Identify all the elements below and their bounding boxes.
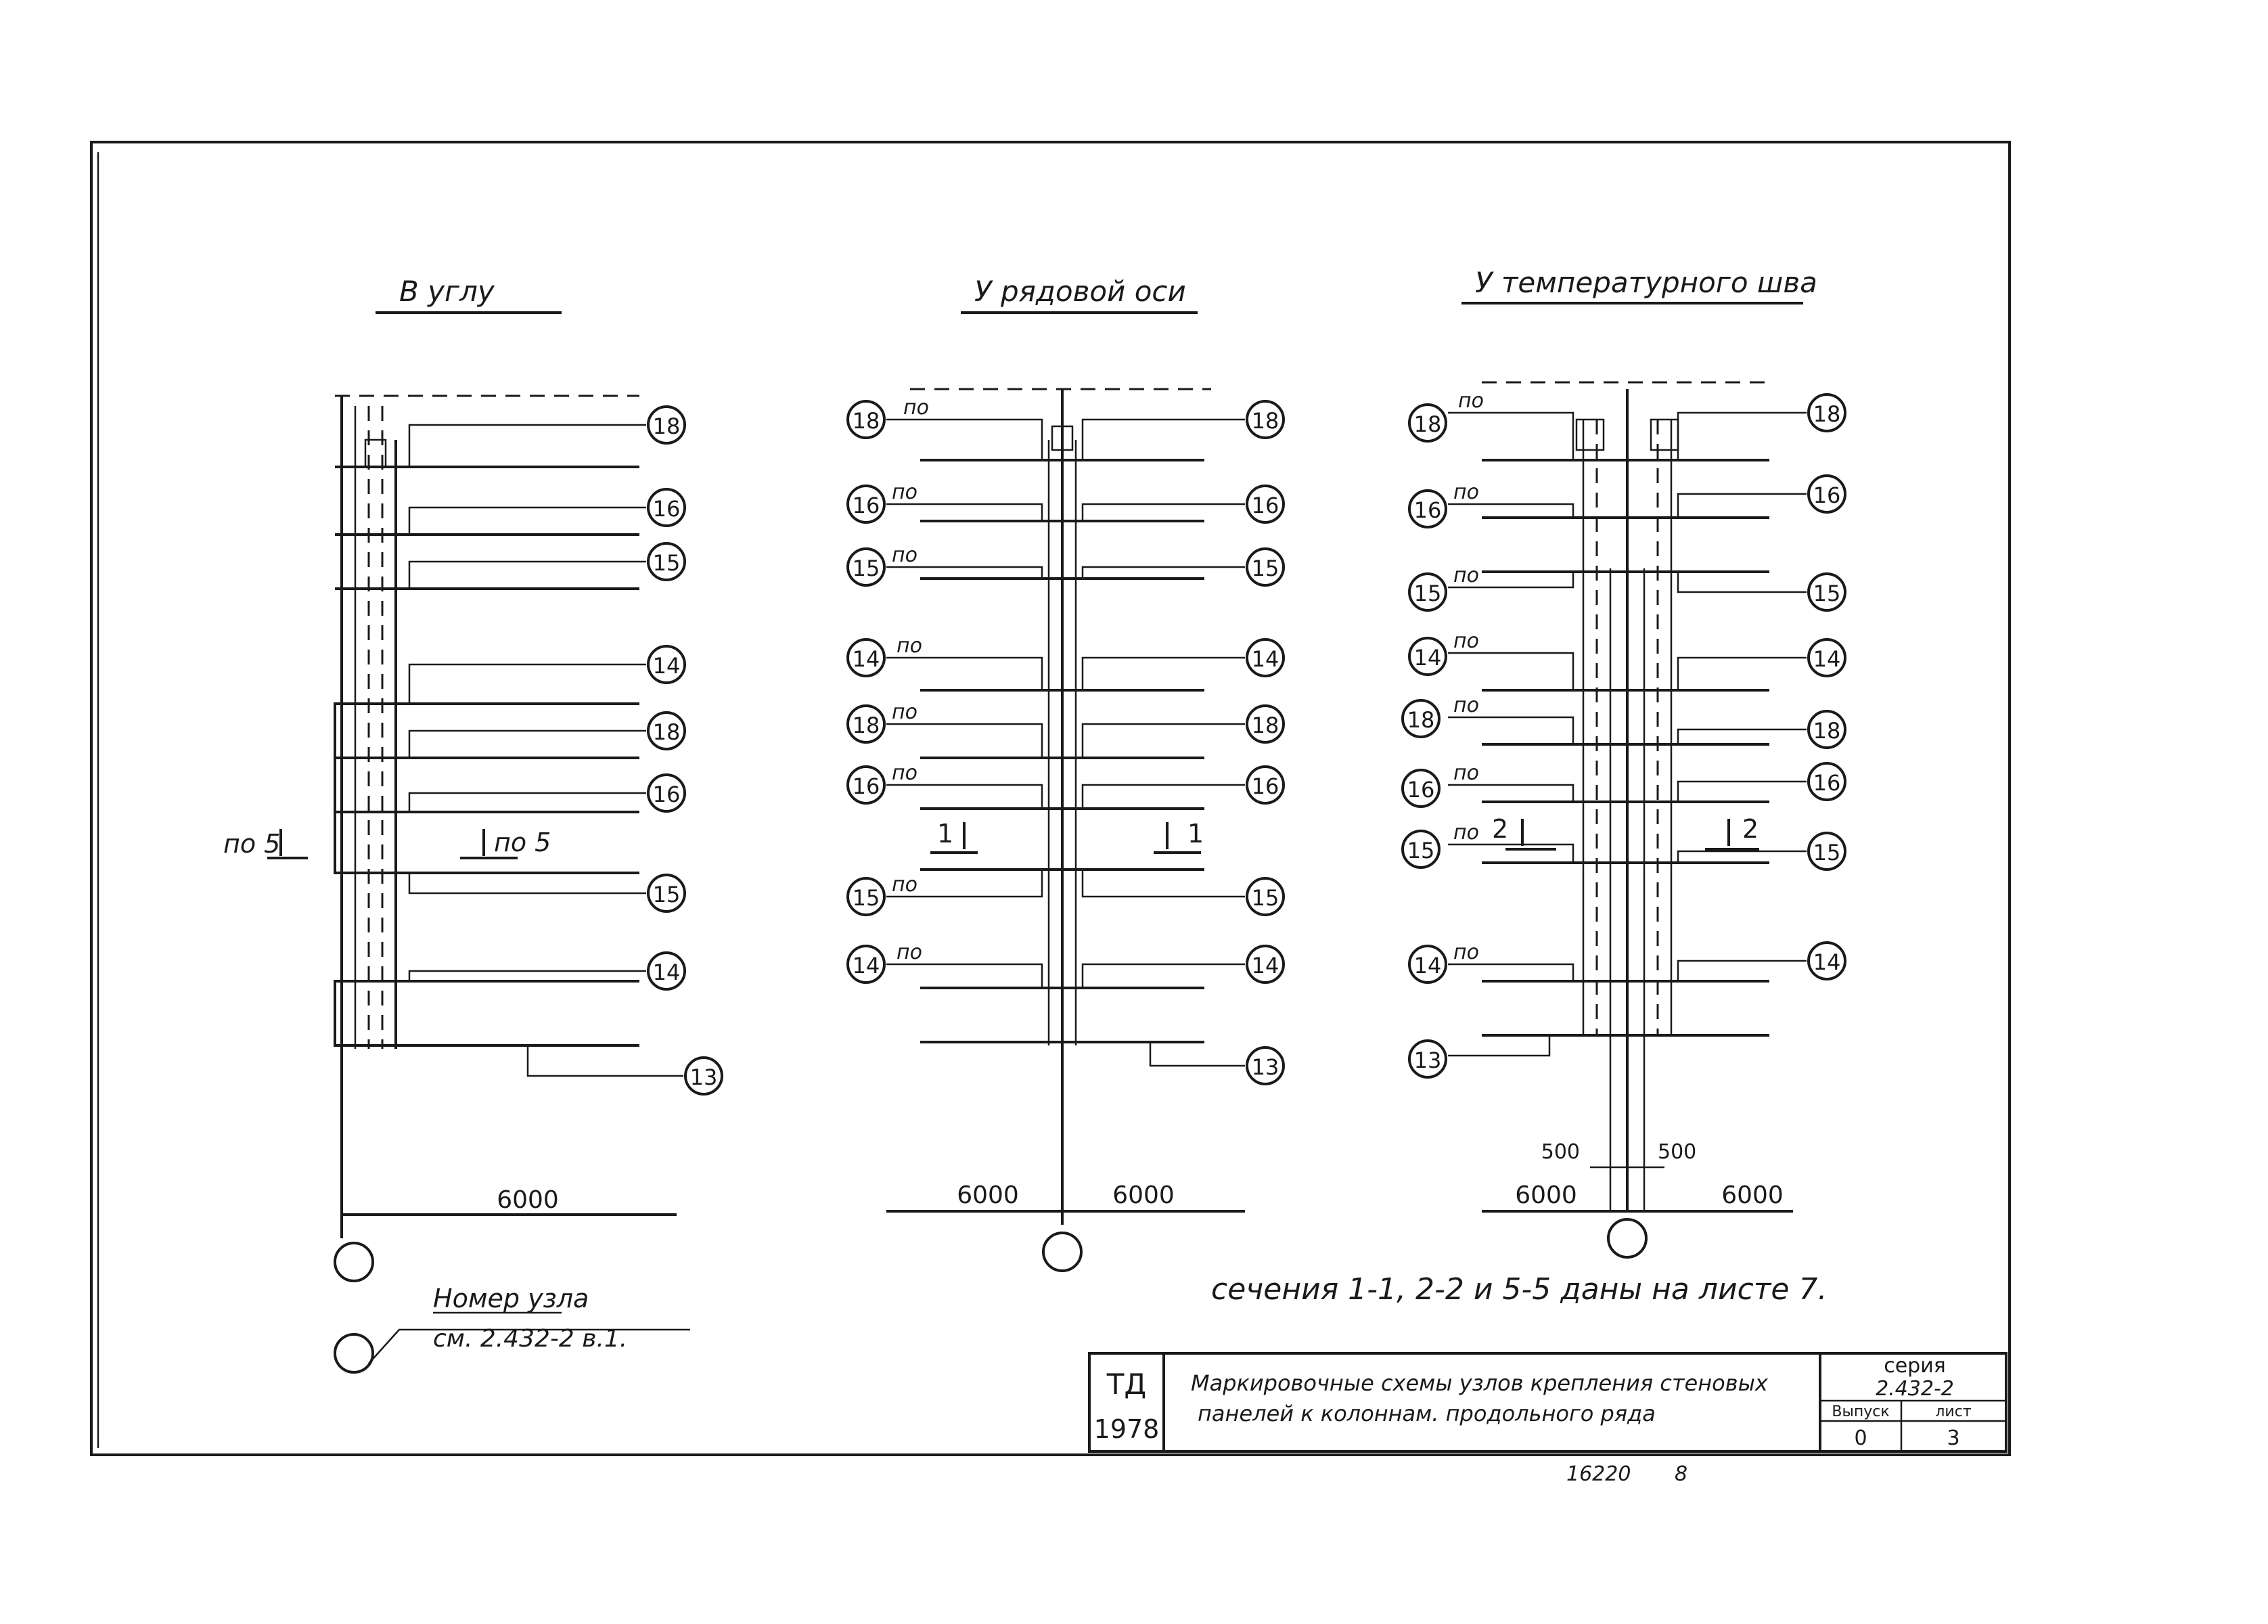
- node-number: 16: [1251, 493, 1279, 518]
- archive-number-suffix: 8: [1675, 1462, 1688, 1486]
- node-number: 18: [1813, 718, 1841, 744]
- node-number: 16: [852, 493, 880, 518]
- section-mark-1-right: 1: [1187, 819, 1204, 849]
- svg-text:по: по: [897, 941, 922, 964]
- node-number: 13: [1413, 1047, 1442, 1073]
- node-number: 18: [852, 408, 880, 434]
- temp-joint-leaders-right: [1678, 413, 1807, 981]
- sheet-description-line2: панелей к колоннам. продольного ряда: [1198, 1401, 1656, 1426]
- sheet-description-line1: Маркировочные схемы узлов крепления стеновых: [1191, 1370, 1768, 1396]
- svg-text:по: по: [892, 700, 917, 724]
- node-number: 15: [1813, 581, 1841, 606]
- corner-node-bubbles: [648, 407, 722, 1094]
- dimension-500-right: 500: [1658, 1140, 1697, 1164]
- svg-text:по: по: [892, 761, 917, 785]
- node-number: 15: [852, 556, 880, 581]
- node-number: 15: [1413, 581, 1442, 606]
- node-number: 18: [1251, 713, 1279, 738]
- node-number: 13: [1251, 1054, 1279, 1080]
- title-block: [1089, 1353, 2006, 1451]
- legend-bubble: [335, 1334, 373, 1372]
- node-number: 16: [652, 782, 681, 807]
- dimension-6000-right: 6000: [1721, 1181, 1784, 1209]
- node-number: 15: [652, 882, 681, 907]
- row-axis-leaders-right: [1083, 420, 1245, 1066]
- legend: [335, 1284, 690, 1372]
- series-label: серия: [1884, 1354, 1946, 1378]
- temp-joint-panel-bands: [1482, 460, 1769, 1035]
- node-number: 16: [1813, 770, 1841, 796]
- node-number: 18: [652, 413, 681, 439]
- row-axis-bubbles-left: [848, 401, 884, 983]
- row-axis-scheme: [848, 389, 1284, 1271]
- section-mark-2-left: 2: [1492, 814, 1509, 844]
- year: 1978: [1093, 1414, 1160, 1444]
- row-axis-po-labels: [892, 396, 929, 964]
- temp-joint-bubbles-left: [1403, 405, 1446, 1077]
- node-number: 14: [652, 653, 681, 679]
- node-number: 15: [852, 885, 880, 911]
- node-number: 14: [1251, 953, 1279, 978]
- node-number: 18: [1407, 707, 1435, 733]
- node-number: 16: [852, 773, 880, 799]
- temp-joint-bubbles-right: [1809, 394, 1845, 979]
- node-number: 18: [852, 713, 880, 738]
- node-number: 14: [852, 953, 880, 978]
- node-number: 16: [1251, 773, 1279, 799]
- section-mark-5-outer: по 5: [223, 829, 281, 859]
- node-number: 14: [852, 646, 880, 672]
- node-number: 16: [1813, 482, 1841, 508]
- row-axis-bubbles-right: [1247, 401, 1284, 1084]
- node-number: 14: [1413, 645, 1442, 671]
- issue-value: 0: [1854, 1426, 1867, 1450]
- node-number: 15: [1813, 840, 1841, 865]
- svg-text:по: по: [897, 634, 922, 658]
- corner-scheme: [223, 396, 722, 1281]
- dimension-6000-left: 6000: [957, 1181, 1019, 1209]
- sheet-value: 3: [1947, 1426, 1960, 1450]
- axis-bubble: [335, 1243, 373, 1281]
- legend-reference: см. 2.432-2 в.1.: [433, 1325, 628, 1353]
- node-number: 14: [1413, 953, 1442, 978]
- node-number: 18: [1813, 401, 1841, 427]
- svg-text:по: по: [892, 543, 917, 567]
- node-number: 14: [1813, 949, 1841, 975]
- svg-text:по: по: [1453, 761, 1479, 785]
- svg-text:по: по: [1453, 941, 1479, 964]
- dimension-6000-right: 6000: [1112, 1181, 1175, 1209]
- node-number: 16: [1407, 777, 1435, 803]
- title-temp-joint: У температурного шва: [1475, 266, 1817, 299]
- node-number: 15: [652, 550, 681, 576]
- dimension-500-left: 500: [1541, 1140, 1580, 1164]
- axis-bubble: [1043, 1233, 1081, 1271]
- org-code: ТД: [1106, 1368, 1147, 1401]
- issue-label: Выпуск: [1832, 1403, 1890, 1420]
- section-mark-1-left: 1: [937, 819, 954, 849]
- sections-note: сечения 1-1, 2-2 и 5-5 даны на листе 7.: [1211, 1272, 1828, 1307]
- archive-number: 16220: [1566, 1462, 1631, 1486]
- svg-text:по: по: [1453, 480, 1479, 504]
- node-number: 16: [652, 496, 681, 522]
- node-number: 14: [652, 960, 681, 985]
- node-number: 16: [1413, 497, 1442, 523]
- node-number: 18: [652, 719, 681, 745]
- node-number: 15: [1407, 838, 1435, 863]
- node-number: 14: [1813, 646, 1841, 672]
- svg-text:по: по: [1453, 821, 1479, 844]
- dimension-6000: 6000: [497, 1186, 559, 1214]
- node-number: 15: [1251, 556, 1279, 581]
- title-corner: В углу: [399, 275, 495, 308]
- sheet-label: лист: [1935, 1403, 1972, 1420]
- section-mark-5-inner: по 5: [494, 828, 551, 857]
- title-row-axis: У рядовой оси: [974, 275, 1186, 308]
- svg-text:по: по: [892, 873, 917, 897]
- node-number: 18: [1251, 408, 1279, 434]
- svg-text:по: по: [1453, 629, 1479, 653]
- dimension-6000-left: 6000: [1515, 1181, 1577, 1209]
- legend-label: Номер узла: [433, 1284, 589, 1313]
- axis-bubble: [1608, 1219, 1646, 1257]
- corner-panel-bands: [335, 440, 639, 1045]
- series-value: 2.432-2: [1876, 1377, 1954, 1401]
- svg-text:по: по: [1458, 389, 1484, 413]
- node-number: 13: [689, 1064, 718, 1090]
- node-number: 18: [1413, 411, 1442, 437]
- svg-text:по: по: [1453, 564, 1479, 587]
- temp-joint-scheme: [1403, 382, 1845, 1257]
- svg-text:по: по: [1453, 694, 1479, 717]
- section-mark-2-right: 2: [1742, 814, 1759, 844]
- node-number: 14: [1251, 646, 1279, 672]
- svg-text:по: по: [903, 396, 929, 420]
- temp-joint-po-labels: [1453, 389, 1484, 964]
- corner-leaders: [409, 425, 683, 1076]
- node-number: 15: [1251, 885, 1279, 911]
- svg-text:по: по: [892, 480, 917, 504]
